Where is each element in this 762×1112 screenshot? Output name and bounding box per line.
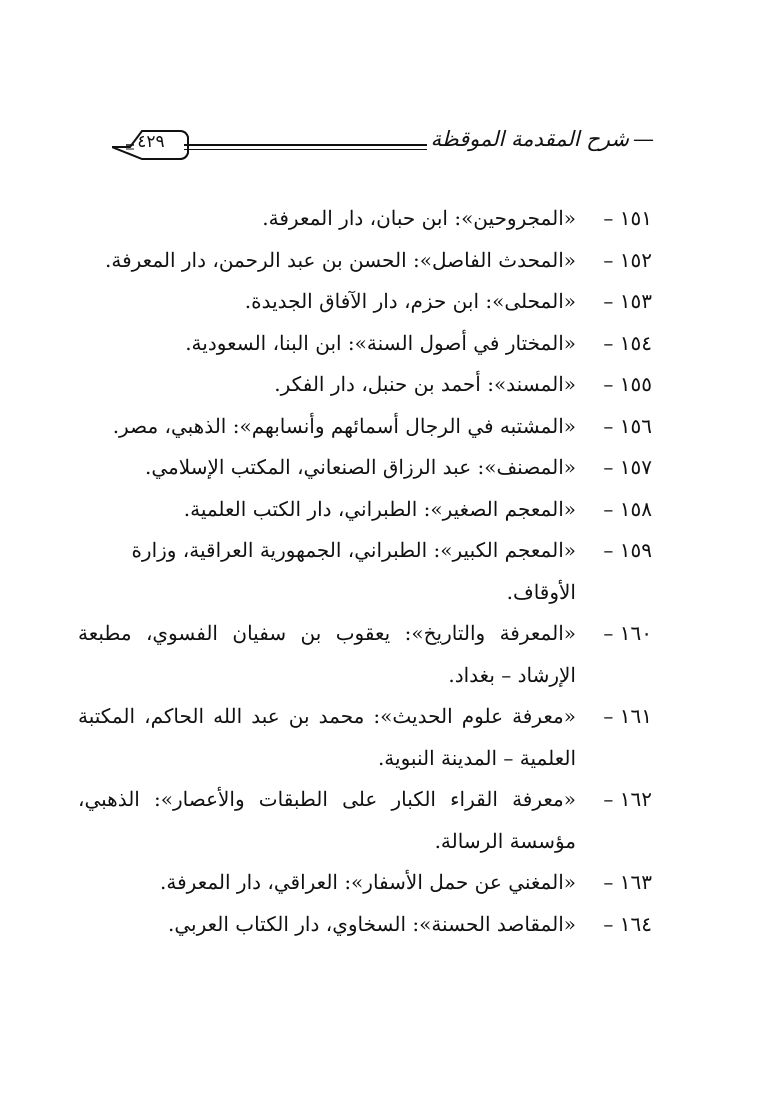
entry-number: ١٥٤ – bbox=[603, 330, 652, 355]
entry-number: ١٥١ – bbox=[603, 206, 652, 230]
page-number-badge bbox=[112, 125, 190, 165]
entry-text: «معرفة القراء الكبار على الطبقات والأعصار»: الذهبي، مؤسسة الرسالة. bbox=[78, 787, 576, 853]
entry-number: ١٦٢ – bbox=[603, 787, 652, 811]
list-item bbox=[78, 530, 652, 613]
entry-text: «المعجم الكبير»: الطبراني، الجمهورية العراقية، وزارة الأوقاف. bbox=[131, 538, 576, 604]
running-header bbox=[108, 125, 654, 171]
entry-number: ١٥٣ – bbox=[603, 289, 652, 313]
list-item bbox=[78, 198, 652, 240]
entry-number: ١٦٤ – bbox=[603, 911, 652, 936]
list-item bbox=[78, 323, 652, 365]
list-item bbox=[78, 613, 652, 696]
entry-text: «المعجم الصغير»: الطبراني، دار الكتب العلمية. bbox=[183, 496, 576, 521]
list-item bbox=[78, 862, 652, 904]
list-item bbox=[78, 489, 652, 531]
page-number: ٤٢٩ bbox=[137, 132, 165, 152]
list-item bbox=[78, 447, 652, 489]
list-item bbox=[78, 904, 652, 946]
bibliography-list bbox=[78, 198, 652, 945]
entry-number: ١٥٦ – bbox=[603, 413, 652, 438]
entry-text: «المعرفة والتاريخ»: يعقوب بن سفيان الفسوي، مطبعة الإرشاد – بغداد. bbox=[78, 621, 576, 687]
header-title-text: شرح المقدمة الموقظة bbox=[430, 127, 629, 151]
entry-text: «المقاصد الحسنة»: السخاوي، دار الكتاب العربي. bbox=[167, 911, 576, 936]
list-item bbox=[78, 779, 652, 862]
entry-number: ١٦٠ – bbox=[603, 621, 652, 645]
entry-number: ١٦١ – bbox=[603, 704, 652, 728]
list-item bbox=[78, 281, 652, 323]
entry-text: «المشتبه في الرجال أسمائهم وأنسابهم»: الذهبي، مصر. bbox=[112, 413, 576, 438]
entry-text: «المسند»: أحمد بن حنبل، دار الفكر. bbox=[274, 372, 576, 396]
entry-text: «المصنف»: عبد الرزاق الصنعاني، المكتب الإسلامي. bbox=[145, 455, 576, 479]
list-item bbox=[78, 364, 652, 406]
list-item bbox=[78, 240, 652, 282]
list-item bbox=[78, 696, 652, 779]
entry-text: «المحلى»: ابن حزم، دار الآفاق الجديدة. bbox=[244, 289, 576, 313]
entry-number: ١٥٨ – bbox=[603, 496, 652, 521]
entry-number: ١٥٧ – bbox=[603, 455, 652, 479]
entry-text: «المختار في أصول السنة»: ابن البنا، السعودية. bbox=[185, 330, 576, 355]
entry-text: «المغني عن حمل الأسفار»: العراقي، دار المعرفة. bbox=[160, 870, 576, 894]
entry-text: «معرفة علوم الحديث»: محمد بن عبد الله الحاكم، المكتبة العلمية – المدينة النبوية. bbox=[78, 704, 576, 770]
list-item bbox=[78, 406, 652, 448]
entry-number: ١٦٣ – bbox=[603, 870, 652, 894]
entry-text: «المجروحين»: ابن حبان، دار المعرفة. bbox=[262, 206, 576, 230]
entry-number: ١٥٥ – bbox=[603, 372, 652, 396]
entry-number: ١٥٩ – bbox=[603, 538, 652, 562]
entry-text: «المحدث الفاصل»: الحسن بن عبد الرحمن، دار المعرفة. bbox=[105, 247, 576, 272]
entry-number: ١٥٢ – bbox=[603, 247, 652, 272]
header-title: —شرح المقدمة الموقظة bbox=[427, 127, 654, 151]
